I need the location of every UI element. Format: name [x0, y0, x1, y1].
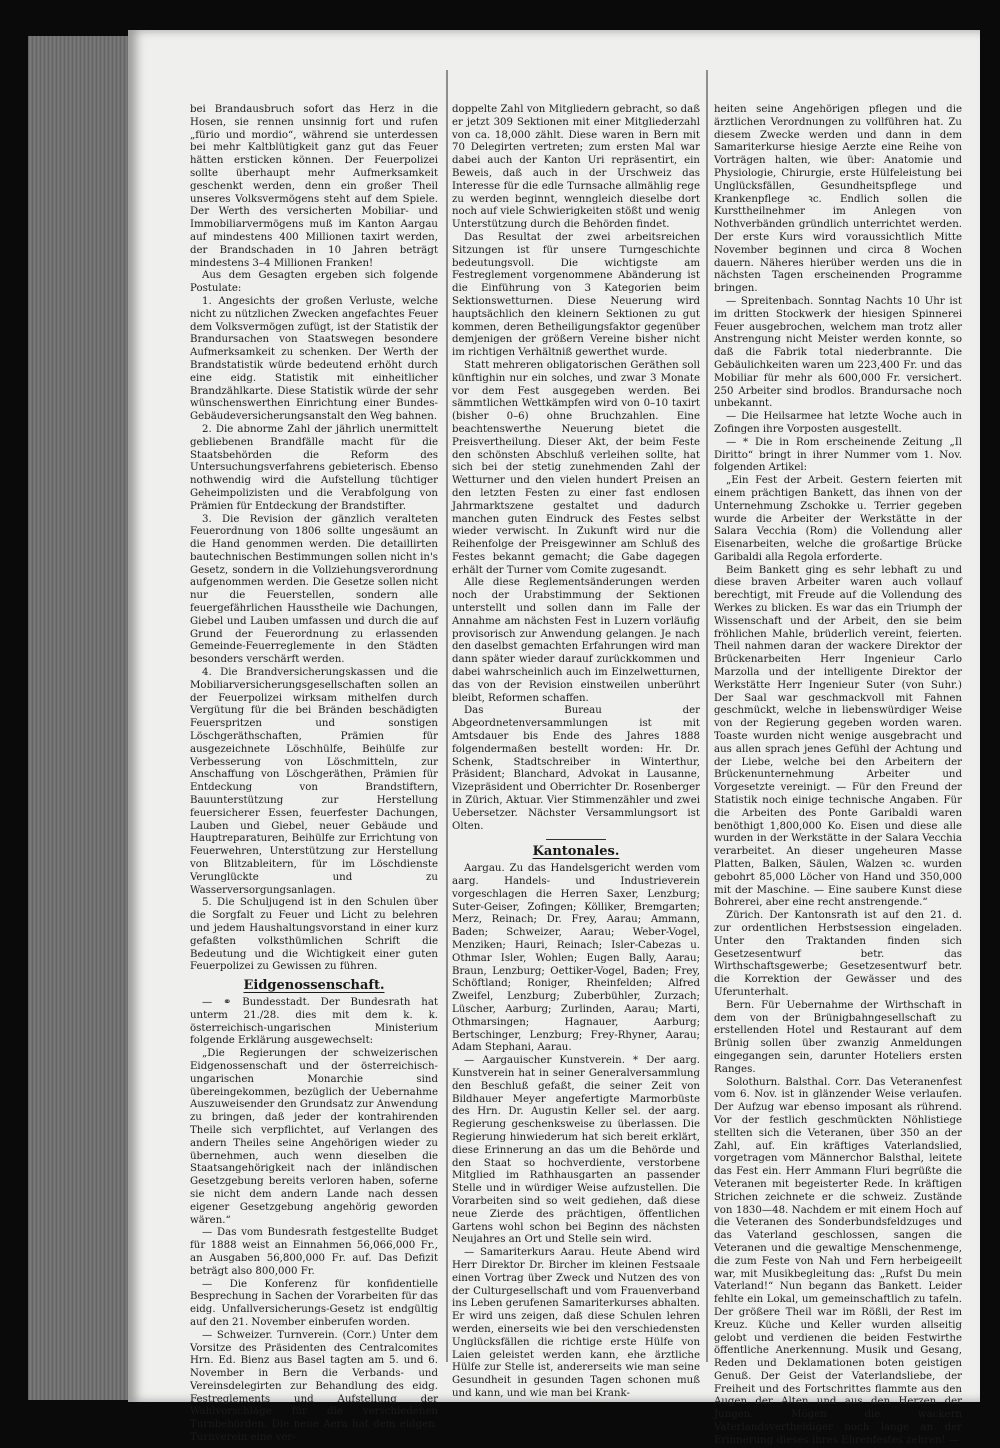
paragraph: Das Bureau der Abgeordnetenversammlungen ist mit Amtsdauer bis Ende des Jahres 1888 folgendermaßen bestellt worden: Hr. Dr. Schenk, Stadtschreiber in Winterthur, Präsident; Blanchard, Advokat in Lausanne, Vizepräsident und Oberrichter Dr. Rosenberger in Zürich, Aktuar. Vier Stimmenzähler und zwei Uebersetzer. Nächster Versammlungsort ist Olten. — [452, 705, 700, 832]
paragraph: „Die Regierungen der schweizerischen Eidgenossenschaft und der österreichisch-ungarischen Monarchie sind übereingekommen, bezüglich der Uebernahme Auszuweisender den Grundsatz zur Anwendung zu bringen, daß jeder der kontrahirenden Theile sich verpflichtet, auf Verlangen des andern Theiles seine Angehörigen wieder zu übernehmen, auch wenn dieselben die Staatsangehörigkeit nach der inländischen Gesetzgebung bereits verloren haben, soferne sie nicht dem andern Lande nach dessen eigener Gesetzgebung angehörig geworden wären.“ — [190, 1048, 438, 1226]
paragraph: Alle diese Reglementsänderungen werden noch der Urabstimmung der Sektionen unterstellt und sollen dann im Falle der Annahme am nächsten Fest in Luzern vorläufig provisorisch zur Anwendung gelangen. Je nach den daselbst gemachten Erfahrungen wird man dann später wieder darauf zurückkommen und dabei wahrscheinlich auch im Einzelwetturnen, das von der Revision einstweilen unberührt bleibt, Reformen schaffen. — [452, 577, 700, 704]
paragraph: 2. Die abnorme Zahl der jährlich unermittelt gebliebenen Brandfälle macht für die Staatsbehörden die Reform des Untersuchungsverfahrens gebieterisch. Ebenso nothwendig wird die Aufstellung tüchtiger Geheimpolizisten und die Verabfolgung von Prämien für Entdeckung der Brandstifter. — [190, 423, 438, 512]
paragraph: Zürich. Der Kantonsrath ist auf den 21. d. zur ordentlichen Herbstsession eingeladen. Unter den Traktanden finden sich Gesetzesentwurf betr. das Wirthschaftsgewerbe; Gesetzesentwurf betr. die Korrektion der Gewässer und des Uferunterhalt. — [714, 910, 962, 998]
paragraph: — Die Konferenz für konfidentielle Besprechung in Sachen der Vorarbeiten für das eidg. Unfallversicherungs-Gesetz ist endgültig auf den 21. November einberufen worden. — [190, 1278, 438, 1328]
section-rule — [546, 839, 606, 840]
book-edge — [28, 36, 133, 1400]
paragraph: 1. Angesichts der großen Verluste, welche nicht zu nützlichen Zwecken angefachtes Feuer dem Volksvermögen zufügt, ist der Statistik der Brandursachen von Staatswegen besondere Aufmerksamkeit zu schenken. Der Werth der Brandstatistik würde bedeutend erhöht durch eine eidg. Statistik mit einheitlicher Brandzählkarte. Diese Statistik würde der sehr wünschenswerthen Einrichtung einer Bundes-Gebäudeversicherungsanstalt den Weg bahnen. — [190, 295, 438, 423]
paragraph: — Die Heilsarmee hat letzte Woche auch in Zofingen ihre Vorposten ausgestellt. — [714, 411, 962, 435]
column-1 — [190, 104, 438, 1444]
paragraph: — Schweizer. Turnverein. (Corr.) Unter dem Vorsitze des Präsidenten des Centralcomites Hrn. Ed. Bienz aus Basel tagten am 5. und 6. November in Bern die Verbands- und Vereinsdelegirten zur Behandlung des eidg. Festreglements und Aufstellung der Wahlvorschläge für die verschiedenen Turnbehörden. Die neue Aera hat dem eidgen. Turnverein eine ver- — [190, 1329, 438, 1444]
paragraph: Aargau. Zu das Handelsgericht werden vom aarg. Handels- und Industrieverein vorgeschlagen die Herren Saxer, Lenzburg; Suter-Geiser, Zofingen; Kölliker, Bremgarten; Merz, Reinach; Dr. Frey, Aarau; Ammann, Baden; Schweizer, Aarau; Weber-Vogel, Menziken; Hauri, Reinach; Isler-Cabezas u. Othmar Isler, Wohlen; Eugen Bally, Aarau; Braun, Lenzburg; Oettiker-Vogel, Baden; Frey, Schöftland; Roniger, Rheinfelden; Alfred Zweifel, Lenzburg; Zuberbühler, Zurzach; Lüscher, Aarburg; Zurlinden, Aarau; Marti, Othmarsingen; Hagnauer, Aarburg; Bertschinger, Lenzburg; Frey-Rhyner, Aarau; Adam Stephani, Aarau. — [452, 863, 700, 1054]
paragraph: Bern. Für Uebernahme der Wirthschaft in dem von der Brünigbahngesellschaft zu erstellenden Hotel und Restaurant auf dem Brünig sollen über zwanzig Anmeldungen eingegangen sein, darunter Hoteliers ersten Ranges. — [714, 999, 962, 1075]
paragraph: Solothurn. Balsthal. Corr. Das Veteranenfest vom 6. Nov. ist in glänzender Weise verlaufen. Der Aufzug war ebenso imposant als rührend. Vor der festlich geschmückten Nöhlistiege stellten sich die Veteranen, über 350 an der Zahl, auf. Ein kräftiges Vaterlandslied, vorgetragen vom Männerchor Balsthal, leitete das Fest ein. Herr Ammann Fluri begrüßte die Veteranen mit begeisterter Rede. In kräftigen Strichen zeichnete er die schweiz. Zustände von 1830—48. Nachdem er mit einem Hoch auf die Veteranen des Sonderbundsfeldzuges und das Vaterland geschlossen, sangen die Veteranen und die gewaltige Menschenmenge, die zum Feste von Nah und Fern herbeigeeilt war, mit Musikbegleitung das: „Rufst Du mein Vaterland!“ Nun begann das Bankett. Leider fehlte ein Lokal, um gemeinschaftlich zu tafeln. Der größere Theil war im Rößli, der Rest im Kreuz. Küche und Keller wurden allseitig gelobt und verdienen die beiden Festwirthe öffentliche Anerkennung. Musik und Gesang, Reden und Deklamationen boten geistigen Genuß. Der Geist der Vaterlandsliebe, der Freiheit und des Fortschrittes flammte aus den Augen der Alten und aus den Herzen der Jungen. Mögen die wackern Vaterlandsvertheidiger noch lange an der Erinnerung dieses ihres Ehrenfestes zehren! — — [714, 1076, 962, 1446]
paragraph: — ⚭ Bundesstadt. Der Bundesrath hat unterm 21./28. dies mit dem k. k. österreichisch-ungarischen Ministerium folgende Erklärung ausgewechselt: — [190, 996, 438, 1047]
column-divider — [706, 70, 708, 1362]
paragraph: bei Brandausbruch sofort das Herz in die Hosen, sie rennen unsinnig fort und rufen „fürio und mordio“, während sie unterdessen bei mehr Kaltblütigkeit ganz gut das Feuer hätten ersticken können. Der Feuerpolizei sollte überhaupt mehr Aufmerksamkeit geschenkt werden, denn ein großer Theil unseres Volksvermögens steht auf dem Spiele. Der Werth des versicherten Mobiliar- und Immobiliarvermögens muß im Kanton Aargau auf mindestens 400 Millionen taxirt werden, der Brandschaden in 10 Jahren beträgt mindestens 3–4 Millionen Franken! — [190, 104, 438, 269]
section-heading-kantonales: Kantonales. — [532, 844, 620, 860]
paragraph: — Aargauischer Kunstverein. * Der aarg. Kunstverein hat in seiner Generalversammlung den Beschluß gefaßt, die seiner Zeit von Bildhauer Meyer angefertigte Marmorbüste des Hrn. Dr. Augustin Keller sel. der aarg. Regierung geschenksweise zu überlassen. Die Regierung hinwiederum hat sich bereit erklärt, diese Erinnerung an das um die Behörde und den Staat so hochverdiente, verstorbene Mitglied im Rathhausgarten an passender Stelle und in würdiger Weise aufzustellen. Die Vorarbeiten sind so weit gediehen, daß diese neue Zierde des prächtigen, öffentlichen Gartens wohl schon bei Beginn des nächsten Neujahres an Ort und Stelle sein wird. — [452, 1055, 700, 1246]
paragraph: „Ein Fest der Arbeit. Gestern feierten mit einem prächtigen Bankett, das ihnen von der Unternehmung Zschokke u. Terrier gegeben wurde die Arbeiter der Werkstätte in der Salara Vecchia (Rom) die Vollendung aller Eisenarbeiten, welche die großartige Brücke Garibaldi alla Regola erforderte. — [714, 475, 962, 563]
paragraph: — Samariterkurs Aarau. Heute Abend wird Herr Direktor Dr. Bircher im kleinen Festsaale einen Vortrag über Zweck und Nutzen des von der Culturgesellschaft und vom Frauenverband ins Leben gerufenen Samariterkurses abhalten. Er wird uns zeigen, daß diese Schulen lehren werden, einerseits wie bei den verschiedensten Unglücksfällen die richtige erste Hülfe von Laien geleistet werden kann, ehe ärztliche Hülfe zur Stelle ist, andererseits wie man seine Gesundheit in gesunden Tagen schonen muß und kann, und wie man bei Krank- — [452, 1247, 700, 1399]
paragraph: — * Die in Rom erscheinende Zeitung „Il Diritto“ bringt in ihrer Nummer vom 1. Nov. folgenden Artikel: — [714, 436, 962, 474]
paragraph: Beim Bankett ging es sehr lebhaft zu und diese braven Arbeiter waren auch vollauf berechtigt, mit Freude auf die Vollendung des Werkes zu blicken. Es war das ein Triumph der Wissenschaft und der Arbeit, den sie beim fröhlichen Mahle, brüderlich vereint, feierten. Theil nahmen daran der wackere Direktor der Brückenarbeiten Herr Ingenieur Carlo Marzolla und der intelligente Direktor der Werkstätte Herr Ingenieur Suter (von Suhr.) Der Saal war geschmackvoll mit Fahnen geschmückt, welche in liebenswürdiger Weise von der Regierung gegeben worden waren. Toaste wurden nicht wenige ausgebracht und aus allen sprach jenes Gefühl der Achtung und der Liebe, welche bei den Arbeitern der Brückenunternehmung Arbeiter und Vorgesetzte vereinigt. — Für den Freund der Statistik noch einige technische Angaben. Für die Arbeiten des Ponte Garibaldi waren benöthigt 1,800,000 Ko. Eisen und diese alle wurden in der Werkstätte in der Salara Vecchia verarbeitet. An dieser ungeheuren Masse Platten, Balken, Säulen, Walzen ꝛc. wurden gebohrt 85,000 Löcher von Hand und 350,000 mit der Maschine. — Eine saubere Kunst diese Bohrerei, aber eine recht anstrengende.“ — [714, 564, 962, 909]
paragraph: Aus dem Gesagten ergeben sich folgende Postulate: — [190, 270, 438, 295]
paragraph: Das Resultat der zwei arbeitsreichen Sitzungen ist für unsere Turngeschichte bedeutungsvoll. Die wichtigste am Festreglement vorgenommene Abänderung ist die Einführung von 3 Kategorien beim Sektionswetturnen. Diese Neuerung wird hauptsächlich den kleinern Sektionen zu gut kommen, deren Betheiligungsfaktor gegenüber demjenigen der größern Vereine bisher nicht im richtigen Verhältniß gewerthet wurde. — [452, 231, 700, 359]
paragraph: 4. Die Brandversicherungskassen und die Mobiliarversicherungsgesellschaften sollen an der Feuerpolizei wirksam mithelfen durch Vergütung für die bei Bränden beschädigten Feuerspritzen und sonstigen Löschgeräthschaften, Prämien für ausgezeichnete Löschhülfe, Beihülfe zur Verbesserung von Löschmitteln, zur Anschaffung von Löschgeräthen, Prämien für Entdeckung von Brandstiftern, Bauunterstützung zur Herstellung feuersicherer Essen, feuerfester Dachungen, Lauben und Giebel, neuer Gebäude und Hauptreparaturen, Beihülfe zur Errichtung von Feuerwehren, Unterstützung zur Herstellung von Blitzableitern, für im Löschdienste Verunglückte und zu Wasserversorgungsanlagen. — [190, 667, 438, 896]
column-2 — [452, 104, 700, 1399]
paragraph: 5. Die Schuljugend ist in den Schulen über die Sorgfalt zu Feuer und Licht zu belehren und jedem Haushaltungsvorstand in einer kurz gefaßten volksthümlichen Schrift die Bedeutung und die Wichtigkeit einer guten Feuerpolizei zu Gewissen zu führen. — [190, 897, 438, 973]
paragraph: Statt mehreren obligatorischen Geräthen soll künftighin nur ein solches, und zwar 3 Monate vor dem Fest ausgegeben werden. Bei sämmtlichen Wettkämpfen wird von 0–10 taxirt (bisher 0–6) ohne Bruchzahlen. Eine beachtenswerthe Neuerung bietet die Preisvertheilung. Dieser Akt, der beim Feste den schönsten Abschluß verleihen sollte, hat sich bei der stetig zunehmenden Zahl der Wetturner und den vielen hundert Preisen an den letzten Festen zu einer fast endlosen Jahrmarktszene gestaltet und dadurch manchen guten Eindruck des Festes selbst wieder verwischt. In Zukunft wird nur die Reihenfolge der Preisgewinner am Schluß des Festes bekannt gemacht; die Gabe dagegen erhält der Turner vom Comite zugesandt. — [452, 359, 700, 576]
section-heading-eidgenossenschaft: Eidgenossenschaft. — [243, 978, 385, 994]
paragraph: — Das vom Bundesrath festgestellte Budget für 1888 weist an Einnahmen 56,066,000 Fr., an Ausgaben 56,800,000 Fr. auf. Das Defizit beträgt also 800,000 Fr. — [190, 1227, 438, 1277]
column-3 — [714, 104, 962, 1446]
paragraph: — Spreitenbach. Sonntag Nachts 10 Uhr ist im dritten Stockwerk der hiesigen Spinnerei Feuer ausgebrochen, welchem man trotz aller Anstrengung nicht Meister werden konnte, so daß die Fabrik total niederbrannte. Die Gebäulichkeiten waren um 223,400 Fr. und das Mobiliar für mehr als 600,000 Fr. versichert. 250 Arbeiter sind brodlos. Brandursache noch unbekannt. — [714, 295, 962, 410]
paragraph: heiten seine Angehörigen pflegen und die ärztlichen Verordnungen zu vollführen hat. Zu diesem Zwecke werden und dann in dem Samariterkurse hiesige Aerzte eine Reihe von Vorträgen halten, wie über: Anatomie und Physiologie, Chirurgie, erste Hülfeleistung bei Unglücksfällen, Gesundheitspflege und Krankenpflege ꝛc. Endlich sollen die Kursttheilnehmer im Anlegen von Nothverbänden gründlich unterrichtet werden. Der erste Kurs wird voraussichtlich Mitte November beginnen und circa 8 Wochen dauern. Näheres hierüber werden uns die in nächsten Tagen erscheinenden Programme bringen. — [714, 104, 962, 295]
newspaper-page — [128, 30, 980, 1446]
column-divider — [446, 70, 448, 1362]
paragraph: doppelte Zahl von Mitgliedern gebracht, so daß er jetzt 309 Sektionen mit einer Mitgliederzahl von ca. 18,000 zählt. Diese waren in Bern mit 70 Delegirten vertreten; zum ersten Mal war dabei auch der Kanton Uri repräsentirt, ein Beweis, daß auch in der Urschweiz das Interesse für die edle Turnsache allmählig rege zu werden beginnt, wenngleich dieselbe dort noch auf viele Schwierigkeiten stößt und wenig Unterstützung durch die Behörden findet. — [452, 104, 700, 231]
paragraph: 3. Die Revision der gänzlich veralteten Feuerordnung von 1806 sollte ungesäumt an die Hand genommen werden. Die detaillirten bautechnischen Bestimmungen sollen nicht in's Gesetz, sondern in die Vollziehungsverordnung aufgenommen werden. Die Gesetze sollen nicht nur die Feuerstellen, sondern alle feuergefährlichen Hausstheile wie Dachungen, Giebel und Lauben umfassen und durch die auf Grund der Feuerordnung zu erlassenden Gemeinde-Feuerreglemente in den Städten besonders verschärft werden. — [190, 513, 438, 666]
